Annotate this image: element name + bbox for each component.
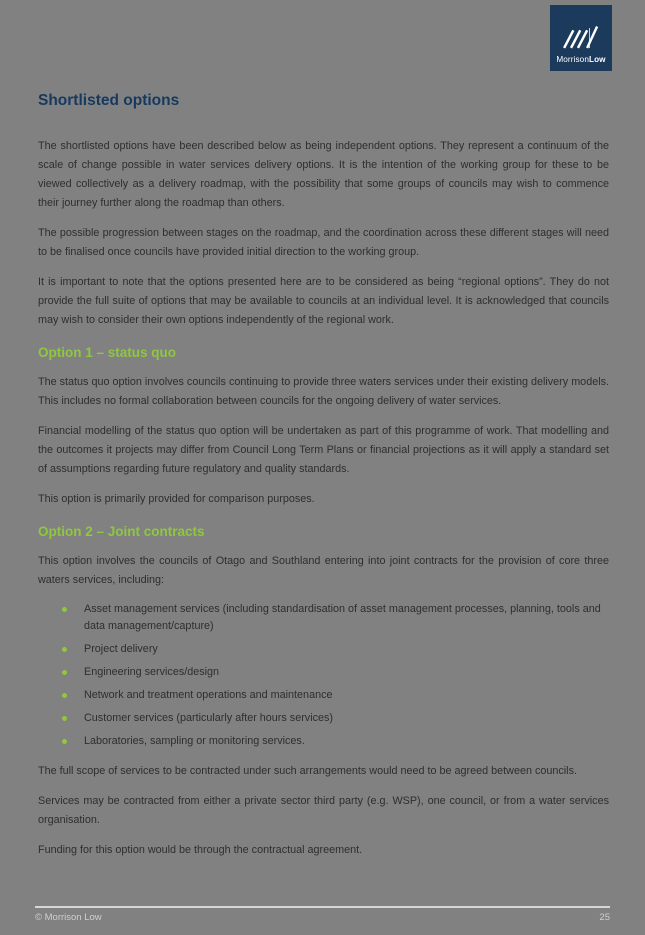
option-1-paragraph-1: The status quo option involves councils continuing to provide three waters services under their existing delivery models. This includes no formal collaboration between councils for the ongoing delivery of water services. xyxy=(38,376,609,407)
list-item xyxy=(62,733,609,750)
bullet-icon xyxy=(62,607,67,612)
bullet-icon xyxy=(62,647,67,652)
page-footer xyxy=(35,906,610,923)
intro-paragraph-1: The shortlisted options have been described below as being independent options. They represent a continuum of the scale of change possible in water services delivery options. It is the intention of the working group for these to be viewed collectively as a delivery roadmap, with the possibility that some groups of councils may wish to commence their journey further along the roadmap than others. xyxy=(38,140,609,209)
bullet-icon xyxy=(62,670,67,675)
ml-monogram-icon xyxy=(558,24,604,52)
list-item xyxy=(62,687,609,704)
bullet-text: Asset management services (including standardisation of asset management processes, planning, tools and data management/capture) xyxy=(84,603,601,632)
bullet-icon xyxy=(62,693,67,698)
list-item xyxy=(62,641,609,658)
option-1-heading: Option 1 – status quo xyxy=(38,345,177,360)
footer-copyright: © Morrison Low xyxy=(35,912,102,923)
intro-paragraph-3: It is important to note that the options presented here are to be considered as being “regional options”. They do not provide the full suite of options that may be available to councils at an individual level. It is acknowledged that councils may wish to consider their own options independently of the regional work. xyxy=(38,276,609,326)
option-1-paragraph-2: Financial modelling of the status quo option will be undertaken as part of this programme of work. That modelling and the outcomes it projects may differ from Council Long Term Plans or financial projections as it will apply a standard set of assumptions regarding future regulatory and quality standards. xyxy=(38,425,609,475)
logo-word-morrison: Morrison xyxy=(556,55,589,64)
page-title: Shortlisted options xyxy=(38,92,180,109)
option-2-heading: Option 2 – Joint contracts xyxy=(38,524,205,539)
option-2-paragraph-2: Services may be contracted from either a private sector third party (e.g. WSP), one council, or from a water services organisation. xyxy=(38,795,609,826)
list-item xyxy=(62,601,609,635)
bullet-text: Project delivery xyxy=(84,643,158,655)
footer-page-number: 25 xyxy=(599,912,610,923)
option-2-lead-paragraph: This option involves the councils of Otago and Southland entering into joint contracts for the provision of core three waters services, including: xyxy=(38,555,609,586)
bullet-icon xyxy=(62,716,67,721)
logo-wordmark xyxy=(556,55,605,64)
option-2-paragraph-1: The full scope of services to be contracted under such arrangements would need to be agreed between councils. xyxy=(38,765,577,777)
intro-paragraph-2: The possible progression between stages on the roadmap, and the coordination across these different stages will need to be finalised once councils have provided initial direction to the working group. xyxy=(38,227,609,258)
bullet-text: Engineering services/design xyxy=(84,666,220,678)
option-1-paragraph-3: This option is primarily provided for comparison purposes. xyxy=(38,493,315,505)
logo-word-low: Low xyxy=(588,55,606,64)
bullet-text: Customer services (particularly after hours services) xyxy=(84,712,333,724)
list-item xyxy=(62,710,609,727)
bullet-text: Laboratories, sampling or monitoring services. xyxy=(84,735,305,747)
option-2-paragraph-3: Funding for this option would be through the contractual agreement. xyxy=(38,844,363,856)
morrison-low-logo xyxy=(550,5,612,71)
bullet-text: Network and treatment operations and maintenance xyxy=(84,689,333,701)
list-item xyxy=(62,664,609,681)
bullet-icon xyxy=(62,739,67,744)
footer-divider xyxy=(35,906,610,908)
option-2-bullet-list xyxy=(38,601,609,750)
document-content xyxy=(38,92,609,871)
